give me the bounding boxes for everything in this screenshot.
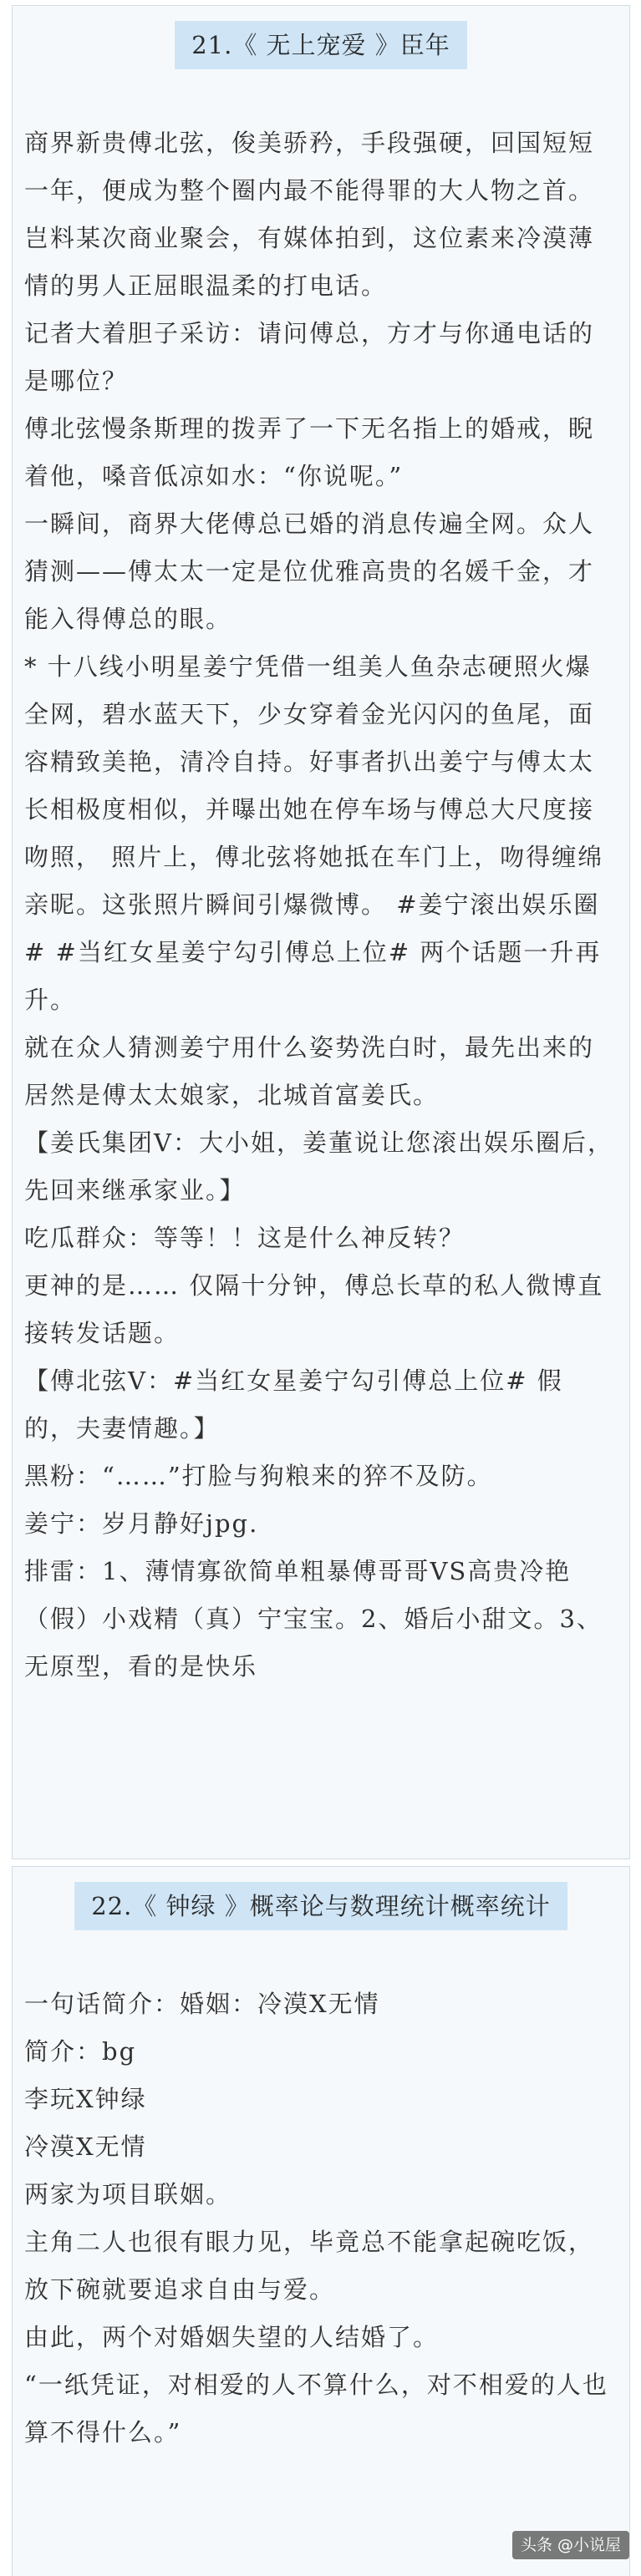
synopsis-paragraph: 更神的是…… 仅隔十分钟，傅总长草的私人微博直接转发话题。 — [24, 1271, 604, 1347]
synopsis-paragraph: 傅北弦慢条斯理的拨弄了一下无名指上的婚戒，睨着他，嗓音低凉如水：“你说呢。” — [24, 414, 595, 490]
synopsis-paragraph: 冷漠X无情 — [24, 2132, 147, 2161]
synopsis-paragraph: 李玩X钟绿 — [24, 2085, 147, 2113]
synopsis-paragraph: “一纸凭证，对相爱的人不算什么，对不相爱的人也算不得什么。” — [24, 2371, 608, 2447]
entry-synopsis — [24, 119, 614, 1691]
synopsis-paragraph: 主角二人也很有眼力见，毕竟总不能拿起碗吃饭，放下碗就要追求自由与爱。 — [24, 2228, 595, 2304]
entry-title-wrap — [13, 21, 629, 69]
entry-synopsis — [24, 1980, 614, 2457]
entry-title: 21.《 无上宠爱 》臣年 — [175, 21, 467, 69]
synopsis-paragraph: 【傅北弦V：#当红女星姜宁勾引傅总上位# 假的，夫妻情趣。】 — [24, 1367, 563, 1443]
synopsis-paragraph: * 十八线小明星姜宁凭借一组美人鱼杂志硬照火爆全网，碧水蓝天下，少女穿着金光闪闪的鱼尾，面容精致美艳，清冷自持。好事者扒出姜宁与傅太太长相极度相似，并曝出她在停车场与傅总大尺度接吻照， 照片上，傅北弦将她抵在车门上，吻得缠绵亲昵。这张照片瞬间引爆微博。 #姜宁滚出娱乐圈# #当红女星姜宁勾引傅总上位# 两个话题一升再升。 — [24, 652, 604, 1014]
synopsis-paragraph: 简介：bg — [24, 2037, 137, 2066]
novel-entry-card-21 — [12, 5, 630, 1859]
synopsis-paragraph: 一瞬间，商界大佬傅总已婚的消息传遍全网。众人猜测——傅太太一定是位优雅高贵的名媛千金，才能入得傅总的眼。 — [24, 510, 595, 633]
synopsis-paragraph: 一句话简介：婚姻：冷漠X无情 — [24, 1990, 380, 2018]
synopsis-paragraph: 姜宁：岁月静好jpg. — [24, 1509, 259, 1538]
novel-entry-card-22 — [12, 1866, 630, 2576]
synopsis-paragraph: 【姜氏集团V：大小姐，姜董说让您滚出娱乐圈后，先回来继承家业。】 — [24, 1128, 613, 1204]
synopsis-paragraph: 吃瓜群众：等等！！这是什么神反转？ — [24, 1224, 465, 1252]
synopsis-paragraph: 两家为项目联姻。 — [24, 2180, 232, 2208]
synopsis-paragraph: 黑粉：“……”打脸与狗粮来的猝不及防。 — [24, 1462, 493, 1490]
synopsis-paragraph: 由此，两个对婚姻失望的人结婚了。 — [24, 2323, 440, 2351]
synopsis-paragraph: 排雷：1、薄情寡欲简单粗暴傅哥哥VS高贵冷艳（假）小戏精（真）宁宝宝。2、婚后小甜文。3、无原型，看的是快乐 — [24, 1557, 603, 1681]
entry-title-wrap — [13, 1882, 629, 1930]
entry-title: 22.《 钟绿 》概率论与数理统计概率统计 — [74, 1882, 567, 1930]
synopsis-paragraph: 商界新贵傅北弦，俊美骄矜，手段强硬，回国短短一年，便成为整个圈内最不能得罪的大人物之首。岂料某次商业聚会，有媒体拍到，这位素来冷漠薄情的男人正屈眼温柔的打电话。 — [24, 129, 595, 300]
synopsis-paragraph: 就在众人猜测姜宁用什么姿势洗白时，最先出来的居然是傅太太娘家，北城首富姜氏。 — [24, 1033, 595, 1109]
synopsis-paragraph: 记者大着胆子采访：请问傅总，方才与你通电话的是哪位？ — [24, 319, 595, 395]
source-watermark: 头条 @小说屋 — [512, 2531, 629, 2559]
